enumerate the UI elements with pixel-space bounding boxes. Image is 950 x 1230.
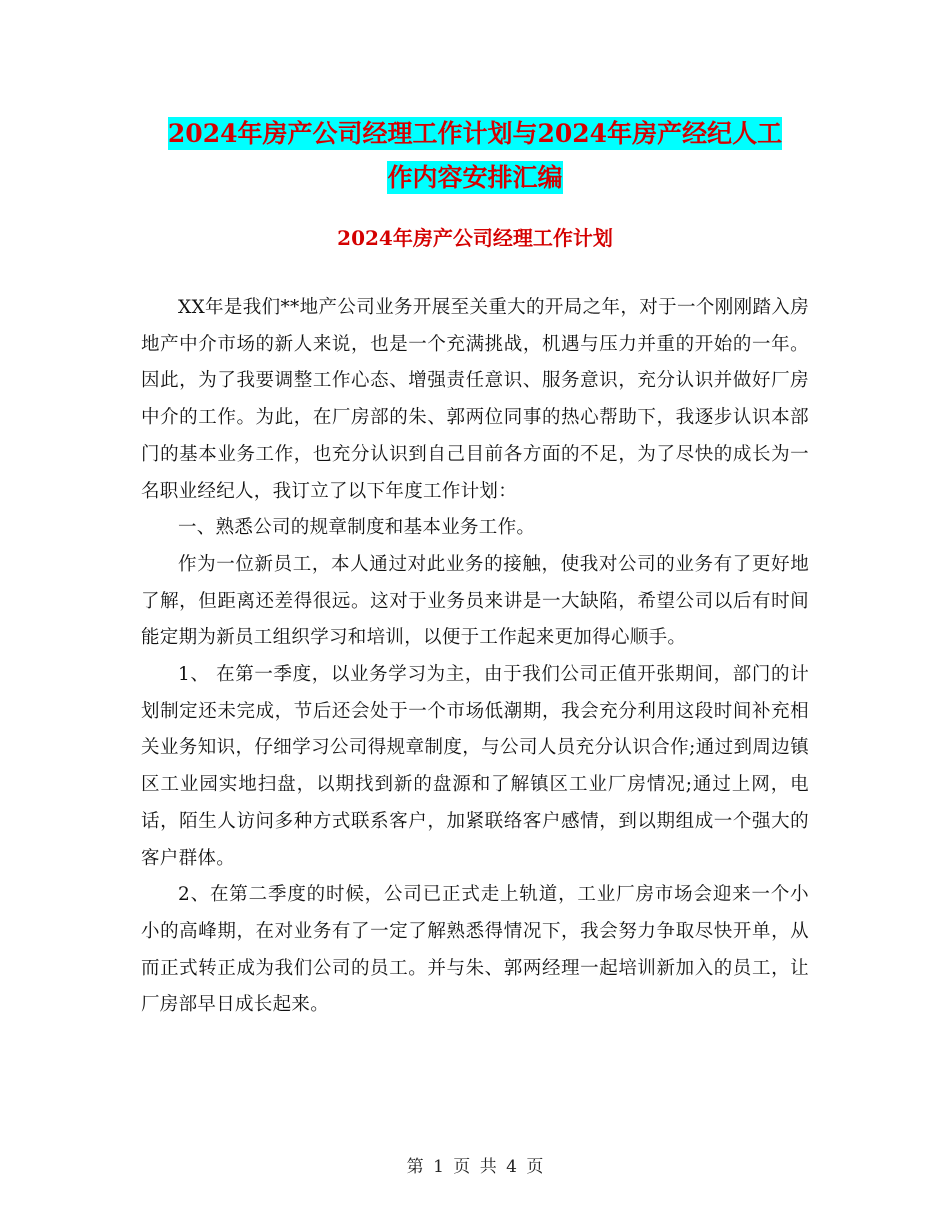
page-footer: 第 1 页 共 4 页 <box>406 1157 544 1177</box>
document-body <box>141 290 809 1024</box>
section-title: 2024年房产公司经理工作计划 <box>337 226 613 250</box>
document-title-line-1: 2024年房产公司经理工作计划与2024年房产经纪人工 <box>167 119 783 148</box>
paragraph-q1: 1、 在第一季度，以业务学习为主，由于我们公司正值开张期间，部门的计划制定还未完成，节后还会处于一个市场低潮期，我会充分利用这段时间补充相关业务知识，仔细学习公司得规章制度，与公司人员充分认识合作;通过到周边镇区工业园实地扫盘，以期找到新的盘源和了解镇区工业厂房情况;通过上网，电话，陌生人访问多种方式联系客户，加紧联络客户感情，到以期组成一个强大的客户群体。 <box>141 664 809 869</box>
document-title <box>0 112 950 200</box>
document-title-line-2: 作内容安排汇编 <box>387 163 563 192</box>
paragraph-heading-1: 一、熟悉公司的规章制度和基本业务工作。 <box>178 517 536 539</box>
paragraph-q2: 2、在第二季度的时候，公司已正式走上轨道，工业厂房市场会迎来一个小小的高峰期，在对业务有了一定了解熟悉得情况下，我会努力争取尽快开单，从而正式转正成为我们公司的员工。并与朱、郭两经理一起培训新加入的员工，让厂房部早日成长起来。 <box>141 884 809 1016</box>
paragraph-new-employee: 作为一位新员工，本人通过对此业务的接触，使我对公司的业务有了更好地了解，但距离还差得很远。这对于业务员来讲是一大缺陷，希望公司以后有时间能定期为新员工组织学习和培训，以便于工作起来更加得心顺手。 <box>141 553 809 649</box>
paragraph-intro: XX年是我们**地产公司业务开展至关重大的开局之年，对于一个刚刚踏入房地产中介市场的新人来说，也是一个充满挑战，机遇与压力并重的开始的一年。因此，为了我要调整工作心态、增强责任意识、服务意识，充分认识并做好厂房中介的工作。为此，在厂房部的朱、郭两位同事的热心帮助下，我逐步认识本部门的基本业务工作，也充分认识到自己目前各方面的不足，为了尽快的成长为一名职业经纪人，我订立了以下年度工作计划： <box>141 297 809 502</box>
